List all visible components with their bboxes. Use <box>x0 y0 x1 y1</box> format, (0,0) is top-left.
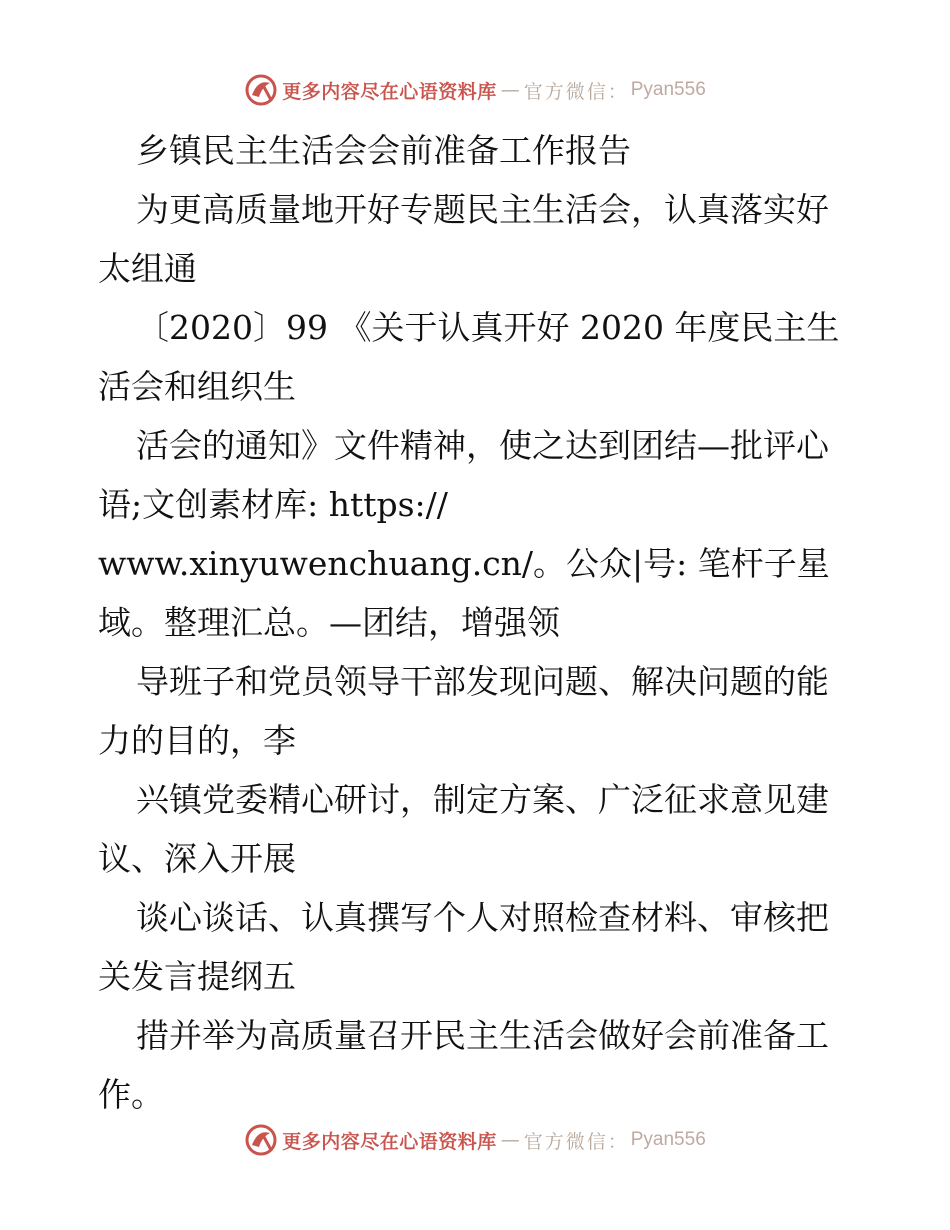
banner-contact-label: 官方微信： <box>523 1130 629 1153</box>
paragraph-line: 活会的通知》文件精神，使之达到团结—批评心 <box>136 426 829 465</box>
paragraph-line: 谈心谈话、认真撰写个人对照检查材料、审核把 <box>136 898 829 937</box>
document-title: 乡镇民主生活会会前准备工作报告 <box>136 131 631 170</box>
banner-contact-label: 官方微信： <box>523 80 629 103</box>
paragraph-line: 力的目的，李 <box>98 721 296 760</box>
header-banner <box>0 70 950 110</box>
banner-contact-id: Pyan556 <box>630 79 706 100</box>
paragraph-line: 域。整理汇总。—团结，增强领 <box>98 603 560 642</box>
paragraph-line: 兴镇党委精心研讨，制定方案、广泛征求意见建 <box>136 780 829 819</box>
paragraph-line: 导班子和党员领导干部发现问题、解决问题的能 <box>136 662 829 701</box>
paragraph-line: 议、深入开展 <box>98 839 296 878</box>
banner-separator: — <box>500 79 520 101</box>
paragraph-line: 为更高质量地开好专题民主生活会，认真落实好 <box>136 190 829 229</box>
paragraph-line: 语;文创素材库: https:// <box>98 485 448 524</box>
banner-separator: — <box>500 1129 520 1151</box>
paragraph-line: 太组通 <box>98 249 197 288</box>
paragraph-line: 关发言提纲五 <box>98 957 296 996</box>
document-body <box>98 121 858 1124</box>
paragraph-line: 措并举为高质量召开民主生活会做好会前准备工 <box>136 1016 829 1055</box>
banner-contact-id: Pyan556 <box>630 1129 706 1150</box>
banner-title: 更多内容尽在心语资料库 <box>282 80 497 103</box>
red-calligraphy-logo-icon <box>244 1123 278 1157</box>
red-calligraphy-logo-icon <box>244 73 278 107</box>
paragraph-line-url: www.xinyuwenchuang.cn/。公众|号: 笔杆子星 <box>98 544 830 583</box>
paragraph-line: 活会和组织生 <box>98 367 296 406</box>
paragraph-line: 〔2020〕99 《关于认真开好 2020 年度民主生 <box>136 308 840 347</box>
footer-banner <box>0 1120 950 1160</box>
paragraph-line: 作。 <box>98 1075 164 1114</box>
banner-title: 更多内容尽在心语资料库 <box>282 1130 497 1153</box>
